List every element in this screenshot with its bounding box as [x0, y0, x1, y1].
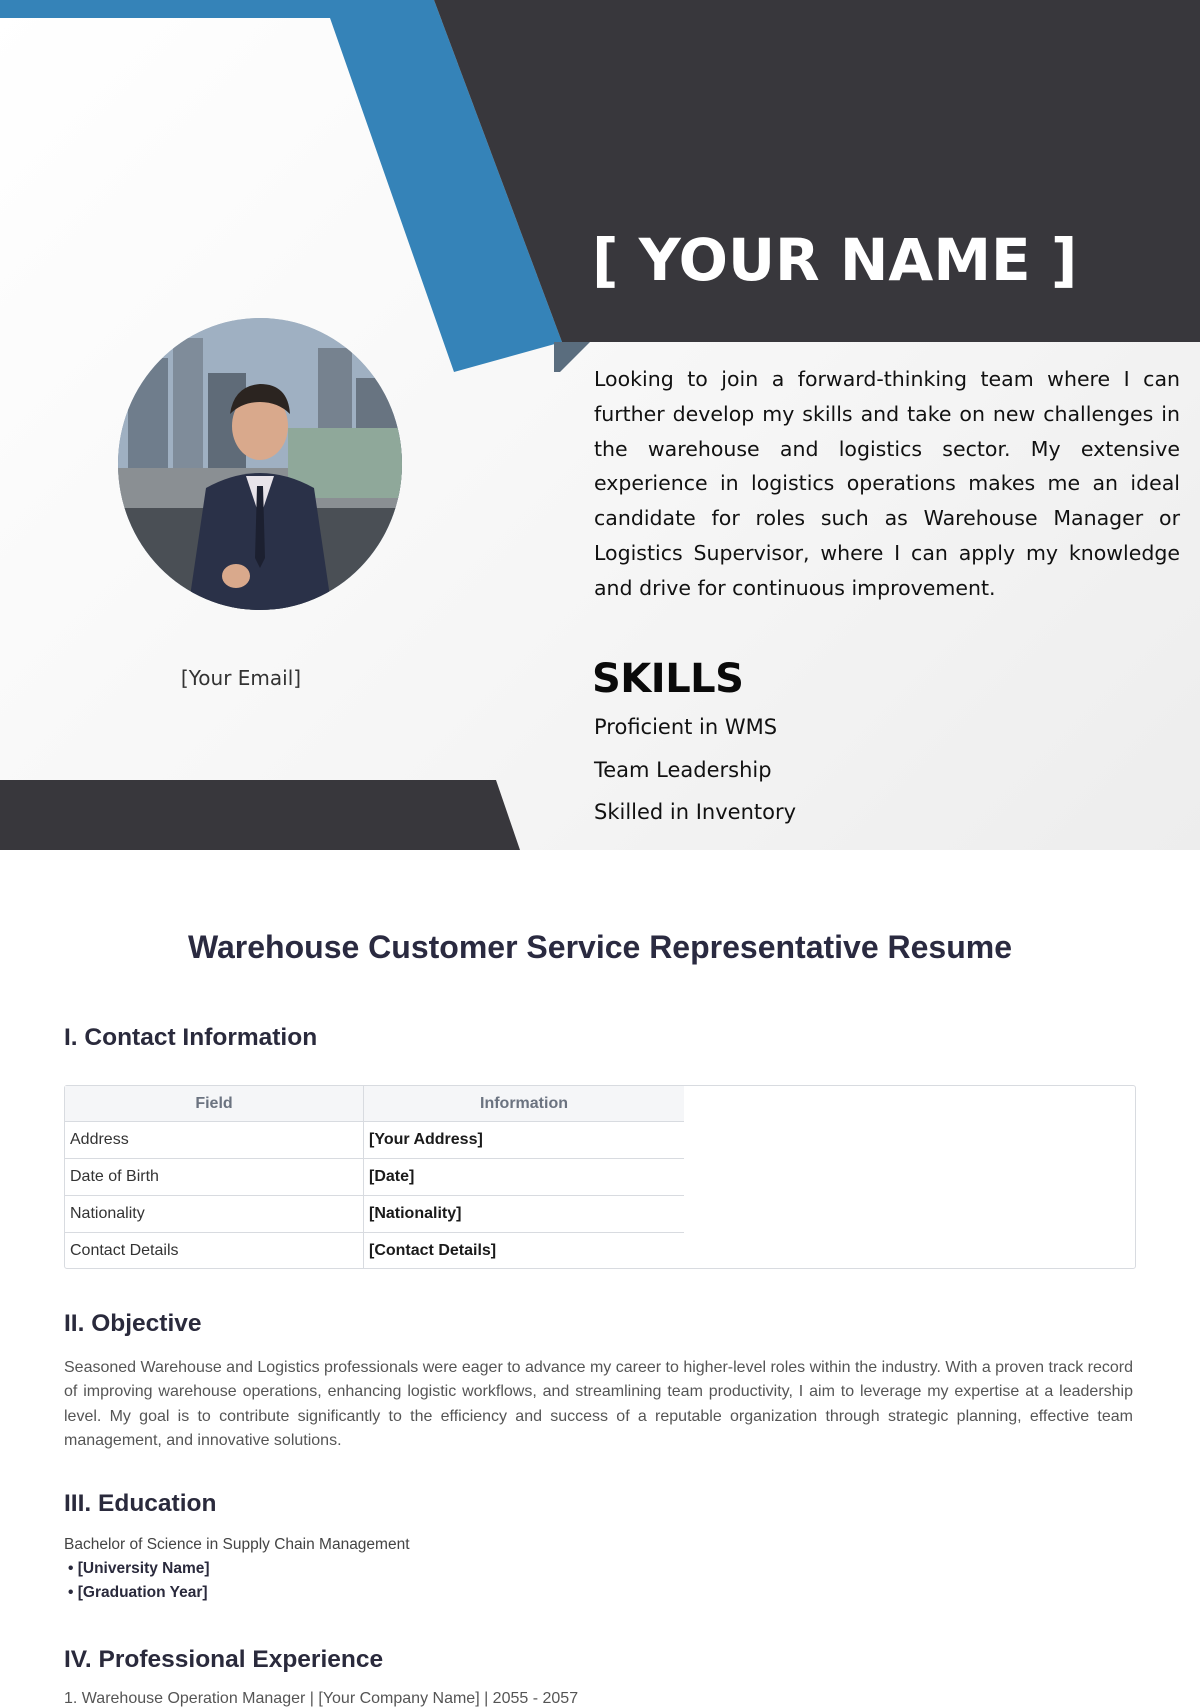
table-row	[65, 1233, 684, 1270]
table-row	[65, 1159, 684, 1196]
field-cell: Contact Details	[65, 1233, 364, 1270]
table-header-row	[65, 1086, 684, 1122]
dark-shadow	[554, 342, 590, 372]
skills-list	[594, 712, 796, 840]
education-item: • [Graduation Year]	[68, 1584, 210, 1608]
education-item: • [University Name]	[68, 1560, 210, 1584]
experience-heading: IV. Professional Experience	[64, 1646, 384, 1673]
information-cell: [Contact Details]	[369, 1242, 497, 1259]
objective-text: Seasoned Warehouse and Logistics professionals were eager to advance my career to higher-level roles within the industry. With a proven track record of improving warehouse operations, enhancing logistic workflows, and streamlining team productivity, I aim to leverage my expertise at a leadership level. My goal is to contribute significantly to the efficiency and success of a reputable organization through strategic planning, effective team management, and innovative solutions.	[64, 1359, 1133, 1449]
field-cell: Date of Birth	[65, 1159, 364, 1196]
table-row	[65, 1122, 684, 1159]
your-name: [ YOUR NAME ]	[592, 226, 1078, 294]
skill-item: Team Leadership	[594, 757, 772, 782]
contact-table	[65, 1086, 684, 1269]
dark-footer-band	[0, 780, 520, 850]
education-heading: III. Education	[64, 1490, 217, 1517]
experience-entry: 1. Warehouse Operation Manager | [Your Company Name] | 2055 - 2057	[64, 1690, 579, 1707]
information-cell: [Your Address]	[364, 1122, 685, 1159]
column-header-field: Field	[65, 1086, 364, 1122]
information-cell: [Date]	[364, 1159, 685, 1196]
information-cell: [Nationality]	[364, 1196, 685, 1233]
skill-item: Proficient in WMS	[594, 715, 778, 739]
education-list	[68, 1560, 210, 1608]
objective-heading: II. Objective	[64, 1310, 202, 1337]
document-title: Warehouse Customer Service Representative Resume	[187, 929, 1013, 965]
profile-summary: Looking to join a forward-thinking team where I can further develop my skills and take on new challenges in the warehouse and logistics sector. My extensive experience in logistics operations makes me an ideal candidate for roles such as Warehouse Manager or Logistics Supervisor, where I can apply my knowledge and drive for continuous improvement.	[594, 367, 1180, 600]
skill-item: Skilled in Inventory	[594, 800, 797, 824]
contact-table-container	[64, 1085, 1136, 1269]
education-degree: Bachelor of Science in Supply Chain Management	[64, 1536, 410, 1553]
resume-header	[0, 0, 1200, 850]
table-row	[65, 1196, 684, 1233]
profile-photo	[118, 318, 402, 610]
skills-heading: SKILLS	[592, 656, 744, 702]
field-cell: Nationality	[65, 1196, 364, 1233]
field-cell: Address	[65, 1122, 364, 1159]
column-header-information: Information	[364, 1086, 685, 1122]
email-placeholder: [Your Email]	[180, 666, 302, 690]
portrait-illustration	[118, 318, 402, 610]
contact-heading: I. Contact Information	[64, 1024, 318, 1051]
